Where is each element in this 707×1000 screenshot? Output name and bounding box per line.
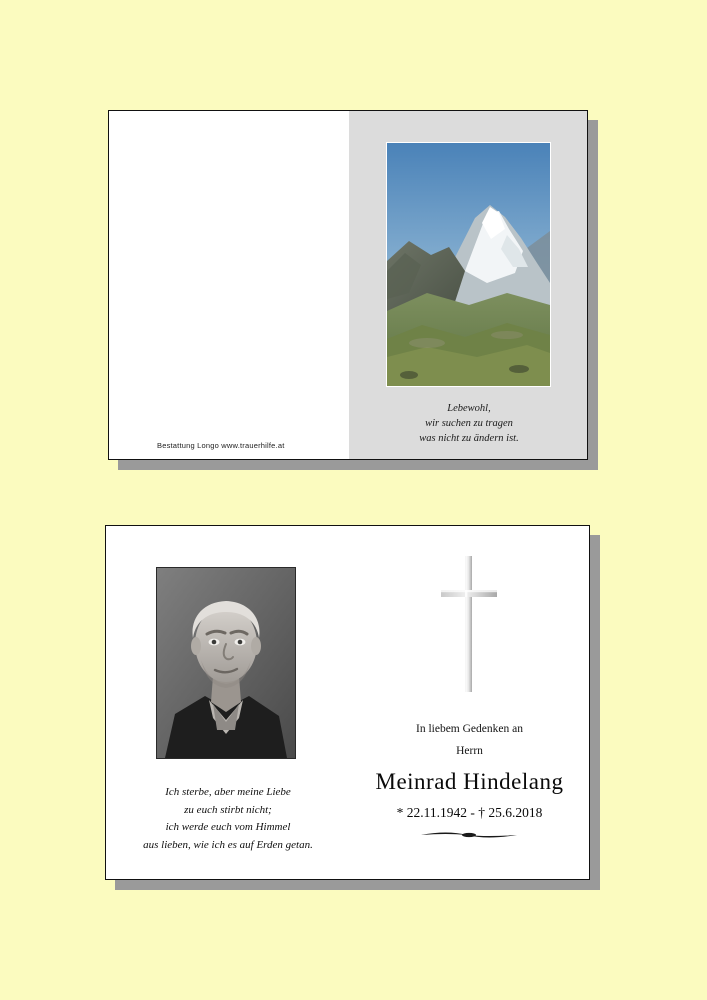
portrait-panel: [106, 526, 348, 879]
farewell-verse-line-2: wir suchen zu tragen: [425, 418, 513, 429]
card-front-panel: [349, 111, 588, 459]
portrait-of-deceased: [156, 567, 296, 759]
dedication-text: [348, 718, 590, 762]
farewell-verse-line-3: was nicht zu ändern ist.: [419, 433, 519, 444]
memorial-card-inner-spread: [105, 525, 615, 900]
funeral-home-imprint: Bestattung Longo www.trauerhilfe.at: [157, 441, 285, 450]
deceased-name: Meinrad Hindelang: [375, 769, 564, 794]
farewell-verse: [359, 401, 579, 446]
card-inside-panels: [105, 525, 590, 880]
memorial-verse-line-1: Ich sterbe, aber meine Liebe: [165, 786, 291, 798]
mountain-landscape-photo: [386, 142, 551, 387]
life-dates: * 22.11.1942 - † 25.6.2018: [396, 805, 543, 820]
cross-icon: [433, 554, 505, 694]
dedication-panel: [348, 526, 590, 879]
memorial-verse-line-2: zu euch stirbt nicht;: [184, 803, 272, 816]
memorial-card-outer-spread: [108, 110, 608, 470]
card-front-and-back: [108, 110, 588, 460]
flourish-divider-icon: [419, 829, 519, 841]
farewell-verse-line-1: Lebewohl,: [447, 403, 491, 414]
memorial-verse-line-3: ich werde euch vom Himmel: [165, 821, 291, 833]
dedication-line-1: In liebem Gedenken an: [416, 723, 523, 735]
memorial-verse: [114, 784, 342, 854]
memorial-verse-line-4: aus lieben, wie ich es auf Erden getan.: [143, 838, 313, 851]
card-back-panel: [109, 111, 349, 459]
dedication-line-2: Herrn: [456, 745, 483, 757]
